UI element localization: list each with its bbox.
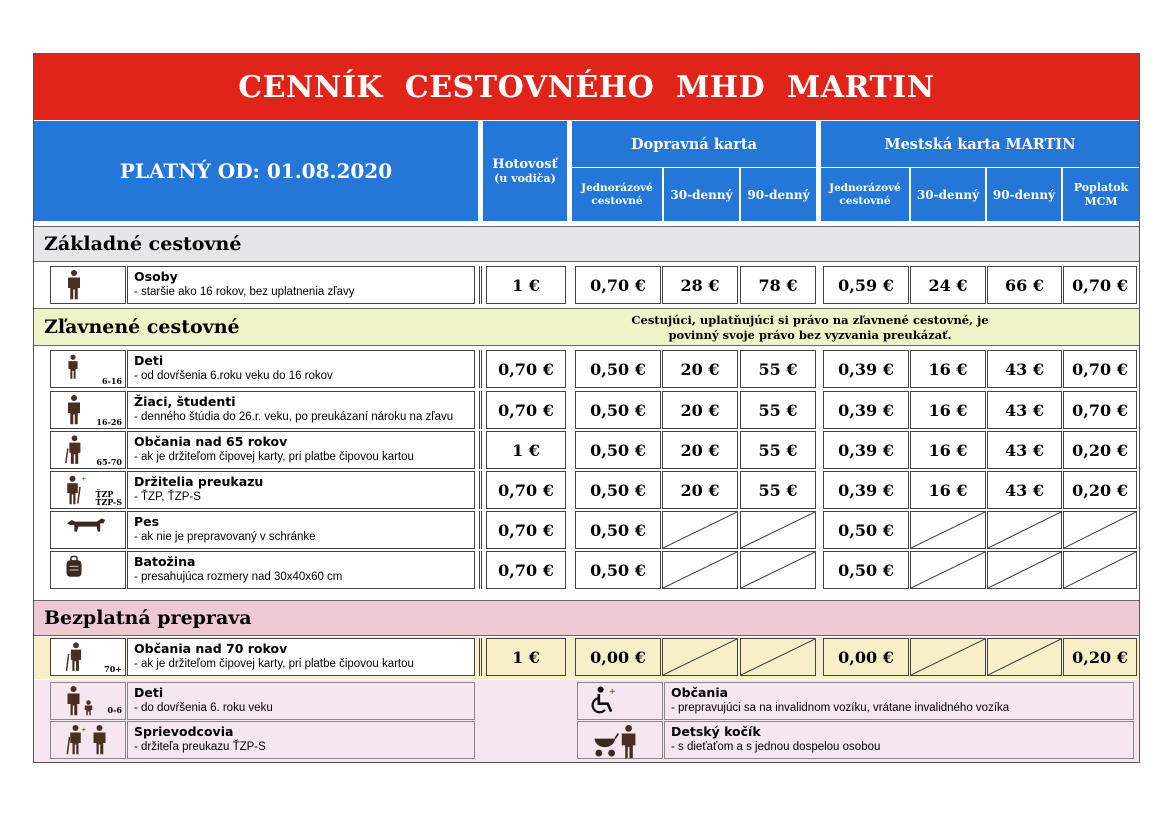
- row-icon-box: [50, 391, 126, 429]
- dk-30-cell: [662, 350, 738, 388]
- dk-90-cell: [740, 391, 816, 429]
- price-value: 0,20 €: [1072, 480, 1128, 500]
- mk-single-cell: [823, 471, 909, 509]
- dk-30-label: 30-denný: [670, 187, 733, 202]
- dk-90-cell-not-applicable: [740, 511, 816, 549]
- child-icon: [65, 354, 81, 385]
- dk-single-cell: [575, 350, 661, 388]
- section-reduced-title: Zľavnené cestovné: [44, 316, 240, 338]
- price-value: 43 €: [1005, 440, 1044, 460]
- dk-90-label: 90-denný: [747, 187, 810, 202]
- transport-card-header: [572, 121, 816, 167]
- section-basic: [34, 226, 1139, 262]
- transport-card-label: Dopravná karta: [630, 135, 757, 153]
- luggage-icon: [65, 555, 83, 584]
- city-card-header: [821, 121, 1139, 167]
- dk-single-label: Jednorázové cestovné: [581, 181, 653, 207]
- cash-cell: [486, 551, 566, 589]
- dk-single-cell: [575, 471, 661, 509]
- price-value: 0,50 €: [590, 400, 646, 420]
- dk-single-cell: [575, 266, 661, 304]
- cash-cell: [486, 431, 566, 469]
- dk-30-header: [664, 168, 739, 221]
- city-card-label: Mestská karta MARTIN: [884, 135, 1076, 153]
- mk-single-cell: [823, 551, 909, 589]
- cash-header-sub: (u vodiča): [494, 172, 556, 185]
- price-value: 20 €: [680, 440, 720, 460]
- free-item-label: [127, 682, 475, 720]
- price-value: 24 €: [928, 275, 968, 295]
- passenger-type-name: Občania nad 70 rokov: [134, 641, 288, 656]
- cash-header: [483, 121, 567, 221]
- companion-icon: [63, 725, 115, 760]
- dk-single-cell: [575, 551, 661, 589]
- column-divider: [479, 266, 482, 304]
- mk-single-cell: [823, 350, 909, 388]
- price-value: 16 €: [928, 480, 968, 500]
- mk-90-cell-not-applicable: [987, 551, 1062, 589]
- price-value: 0,50 €: [590, 560, 646, 580]
- mk-30-cell: [910, 471, 986, 509]
- dk-30-cell-not-applicable: [662, 638, 738, 676]
- free-item-icon-box: [577, 682, 663, 720]
- price-value: 55 €: [758, 440, 798, 460]
- price-value: 0,50 €: [838, 520, 894, 540]
- fee-cell: [1063, 431, 1137, 469]
- row-label: [127, 511, 475, 549]
- price-value: 0,70 €: [498, 520, 554, 540]
- price-value: 0,70 €: [498, 560, 554, 580]
- mk-90-cell: [987, 391, 1062, 429]
- price-value: 0,39 €: [838, 440, 894, 460]
- price-value: 0,50 €: [590, 480, 646, 500]
- fee-cell: [1063, 391, 1137, 429]
- price-value: 55 €: [758, 359, 798, 379]
- age-range-label: ŤZP ŤZP-S: [95, 489, 122, 507]
- price-value: 0,50 €: [590, 520, 646, 540]
- passenger-type-name: Pes: [134, 514, 160, 529]
- section-basic-title: Základné cestovné: [44, 233, 242, 255]
- mk-30-cell: [910, 391, 986, 429]
- price-value: 0,39 €: [838, 480, 894, 500]
- reduced-note: [620, 313, 1000, 343]
- price-value: 16 €: [928, 400, 968, 420]
- price-value: 0,59 €: [838, 275, 894, 295]
- passenger-type-description: - ŤZP, ŤZP-S: [134, 491, 201, 503]
- dk-single-cell: [575, 511, 661, 549]
- price-value: 55 €: [758, 400, 798, 420]
- price-value: 0,50 €: [590, 440, 646, 460]
- senior-icon: [65, 435, 87, 470]
- row-icon-box: [50, 638, 126, 676]
- section-free-title: Bezplatná preprava: [44, 607, 252, 629]
- free-item-icon-box: [50, 682, 126, 720]
- price-value: 0,70 €: [1072, 400, 1128, 420]
- passenger-type-name: Občania nad 65 rokov: [134, 434, 288, 449]
- row-label: [127, 266, 475, 304]
- price-value: 1 €: [512, 647, 540, 667]
- mk-90-cell-not-applicable: [987, 638, 1062, 676]
- dog-icon: [65, 515, 107, 540]
- wheelchair-icon: [590, 686, 620, 721]
- row-label: [127, 638, 475, 676]
- cash-cell: [486, 471, 566, 509]
- row-label: [127, 350, 475, 388]
- age-range-label: 16-26: [96, 417, 122, 427]
- mk-single-cell: [823, 638, 909, 676]
- free-item-description: - s dieťaťom a s jednou dospelou osobou: [671, 741, 881, 753]
- row-label: [127, 471, 475, 509]
- fee-cell-not-applicable: [1063, 551, 1137, 589]
- age-range-label: 6-16: [101, 376, 122, 386]
- price-value: 28 €: [680, 275, 720, 295]
- dk-30-cell: [662, 391, 738, 429]
- disabled-person-icon: [65, 475, 95, 510]
- mk-30-cell-not-applicable: [910, 551, 986, 589]
- mk-30-cell: [910, 431, 986, 469]
- free-item-name: Sprievodcovia: [134, 724, 234, 739]
- passenger-type-name: Držitelia preukazu: [134, 474, 264, 489]
- fee-header: [1063, 168, 1139, 221]
- mk-30-header: [911, 168, 985, 221]
- free-item-description: - prepravujúci sa na invalidnom vozíku, vrátane invalidného vozíka: [671, 702, 1010, 714]
- mk-30-cell-not-applicable: [910, 638, 986, 676]
- person-icon: [65, 270, 83, 305]
- mk-30-label: 30-denný: [916, 187, 980, 202]
- row-icon-box: [50, 551, 126, 589]
- dk-30-cell-not-applicable: [662, 511, 738, 549]
- row-icon-box: [50, 511, 126, 549]
- passenger-type-name: Osoby: [134, 269, 178, 284]
- dk-90-cell: [740, 350, 816, 388]
- page-title: CENNÍK CESTOVNÉHO MHD MARTIN: [34, 54, 1139, 120]
- dk-single-header: [572, 168, 662, 221]
- column-divider: [479, 471, 482, 509]
- free-item-description: - do dovŕšenia 6. roku veku: [134, 702, 273, 714]
- price-value: 0,00 €: [590, 647, 646, 667]
- dk-single-cell: [575, 431, 661, 469]
- dk-30-cell: [662, 431, 738, 469]
- mk-30-cell-not-applicable: [910, 511, 986, 549]
- mk-30-cell: [910, 266, 986, 304]
- mk-90-cell: [987, 266, 1062, 304]
- row-label: [127, 391, 475, 429]
- cash-header-label: Hotovosť: [492, 157, 558, 172]
- passenger-type-description: - ak nie je prepravovaný v schránke: [134, 531, 316, 543]
- svg-text:+: +: [609, 686, 616, 698]
- price-value: 20 €: [680, 359, 720, 379]
- age-range-label: 70+: [104, 664, 122, 674]
- price-value: 0,20 €: [1072, 440, 1128, 460]
- price-value: 0,50 €: [838, 560, 894, 580]
- mk-90-cell: [987, 471, 1062, 509]
- mk-90-cell: [987, 350, 1062, 388]
- mk-90-cell: [987, 431, 1062, 469]
- mk-30-cell: [910, 350, 986, 388]
- price-value: 20 €: [680, 480, 720, 500]
- mk-single-header: [821, 168, 909, 221]
- price-value: 0,70 €: [590, 275, 646, 295]
- row-icon-box: [50, 266, 126, 304]
- row-icon-box: [50, 350, 126, 388]
- price-value: 20 €: [680, 400, 720, 420]
- price-value: 78 €: [758, 275, 798, 295]
- dk-90-cell: [740, 471, 816, 509]
- row-label: [127, 551, 475, 589]
- price-value: 43 €: [1005, 400, 1044, 420]
- free-item-label: [127, 721, 475, 759]
- mk-single-cell: [823, 431, 909, 469]
- price-value: 55 €: [758, 480, 798, 500]
- svg-text:+: +: [81, 475, 86, 483]
- price-value: 43 €: [1005, 480, 1044, 500]
- valid-from-header: [34, 121, 478, 221]
- stroller-icon: [590, 725, 640, 764]
- column-divider: [479, 431, 482, 469]
- elderly-icon: [65, 642, 87, 677]
- free-item-label: [664, 682, 1134, 720]
- cash-cell: [486, 266, 566, 304]
- cash-cell: [486, 638, 566, 676]
- passenger-type-name: Deti: [134, 353, 164, 368]
- passenger-type-description: - presahujúca rozmery nad 30x40x60 cm: [134, 571, 343, 583]
- free-item-name: Občania: [671, 685, 729, 700]
- price-value: 1 €: [512, 440, 540, 460]
- price-value: 43 €: [1005, 359, 1044, 379]
- price-value: 0,70 €: [1072, 275, 1128, 295]
- cash-cell: [486, 511, 566, 549]
- passenger-type-description: - ak je držiteľom čipovej karty, pri platbe čipovou kartou: [134, 451, 414, 463]
- free-item-name: Detský kočík: [671, 724, 761, 739]
- dk-90-header: [741, 168, 816, 221]
- price-value: 0,39 €: [838, 359, 894, 379]
- dk-single-cell: [575, 391, 661, 429]
- svg-text:+: +: [81, 725, 86, 734]
- section-free: [34, 600, 1139, 636]
- free-item-icon-box: [50, 721, 126, 759]
- dk-90-cell-not-applicable: [740, 638, 816, 676]
- price-value: 0,70 €: [1072, 359, 1128, 379]
- passenger-type-description: - od dovŕšenia 6.roku veku do 16 rokov: [134, 370, 333, 382]
- price-value: 0,70 €: [498, 480, 554, 500]
- mk-single-cell: [823, 511, 909, 549]
- free-item-description: - držiteľa preukazu ŤZP-S: [134, 741, 266, 753]
- price-value: 0,70 €: [498, 359, 554, 379]
- fee-cell: [1063, 266, 1137, 304]
- row-icon-box: [50, 471, 126, 509]
- passenger-type-description: - ak je držiteľom čipovej karty, pri platbe čipovou kartou: [134, 658, 414, 670]
- row-icon-box: [50, 431, 126, 469]
- dk-30-cell-not-applicable: [662, 551, 738, 589]
- free-item-label: [664, 721, 1134, 759]
- cash-cell: [486, 391, 566, 429]
- free-item-icon-box: [577, 721, 663, 759]
- dk-single-cell: [575, 638, 661, 676]
- age-range-label: 0-6: [107, 705, 122, 715]
- mk-single-cell: [823, 266, 909, 304]
- dk-30-cell: [662, 471, 738, 509]
- column-divider: [479, 391, 482, 429]
- column-divider: [479, 511, 482, 549]
- mk-90-cell-not-applicable: [987, 511, 1062, 549]
- price-value: 0,00 €: [838, 647, 894, 667]
- fee-cell: [1063, 638, 1137, 676]
- free-item-name: Deti: [134, 685, 164, 700]
- mk-90-label: 90-denný: [992, 187, 1056, 202]
- passenger-type-name: Žiaci, študenti: [134, 394, 236, 409]
- passenger-type-description: - staršie ako 16 rokov, bez uplatnenia zľavy: [134, 286, 355, 298]
- reduced-note-text: Cestujúci, uplatňujúci si právo na zľavnené cestovné, je povinný svoje právo bez vyzvania preukázať.: [631, 313, 989, 342]
- price-value: 16 €: [928, 359, 968, 379]
- price-value: 0,70 €: [498, 400, 554, 420]
- fee-cell-not-applicable: [1063, 511, 1137, 549]
- price-value: 0,39 €: [838, 400, 894, 420]
- price-value: 0,20 €: [1072, 647, 1128, 667]
- age-range-label: 65-70: [96, 457, 122, 467]
- dk-30-cell: [662, 266, 738, 304]
- fee-cell: [1063, 350, 1137, 388]
- row-label: [127, 431, 475, 469]
- valid-from-text: PLATNÝ OD: 01.08.2020: [119, 159, 393, 183]
- dk-90-cell: [740, 266, 816, 304]
- column-divider: [479, 551, 482, 589]
- passenger-type-name: Batožina: [134, 554, 196, 569]
- dk-90-cell: [740, 431, 816, 469]
- mk-single-label: Jednorázové cestovné: [829, 181, 901, 207]
- price-value: 0,50 €: [590, 359, 646, 379]
- column-divider: [479, 350, 482, 388]
- price-value: 16 €: [928, 440, 968, 460]
- price-value: 66 €: [1005, 275, 1044, 295]
- passenger-type-description: - denného štúdia do 26.r. veku, po preukázaní nároku na zľavu: [134, 411, 454, 423]
- small-child-icon: [63, 686, 99, 721]
- mk-90-header: [987, 168, 1061, 221]
- price-value: 1 €: [512, 275, 540, 295]
- dk-90-cell-not-applicable: [740, 551, 816, 589]
- cash-cell: [486, 350, 566, 388]
- fee-label: Poplatok MCM: [1073, 180, 1129, 208]
- mk-single-cell: [823, 391, 909, 429]
- column-divider: [479, 638, 482, 676]
- fee-cell: [1063, 471, 1137, 509]
- student-icon: [65, 395, 83, 430]
